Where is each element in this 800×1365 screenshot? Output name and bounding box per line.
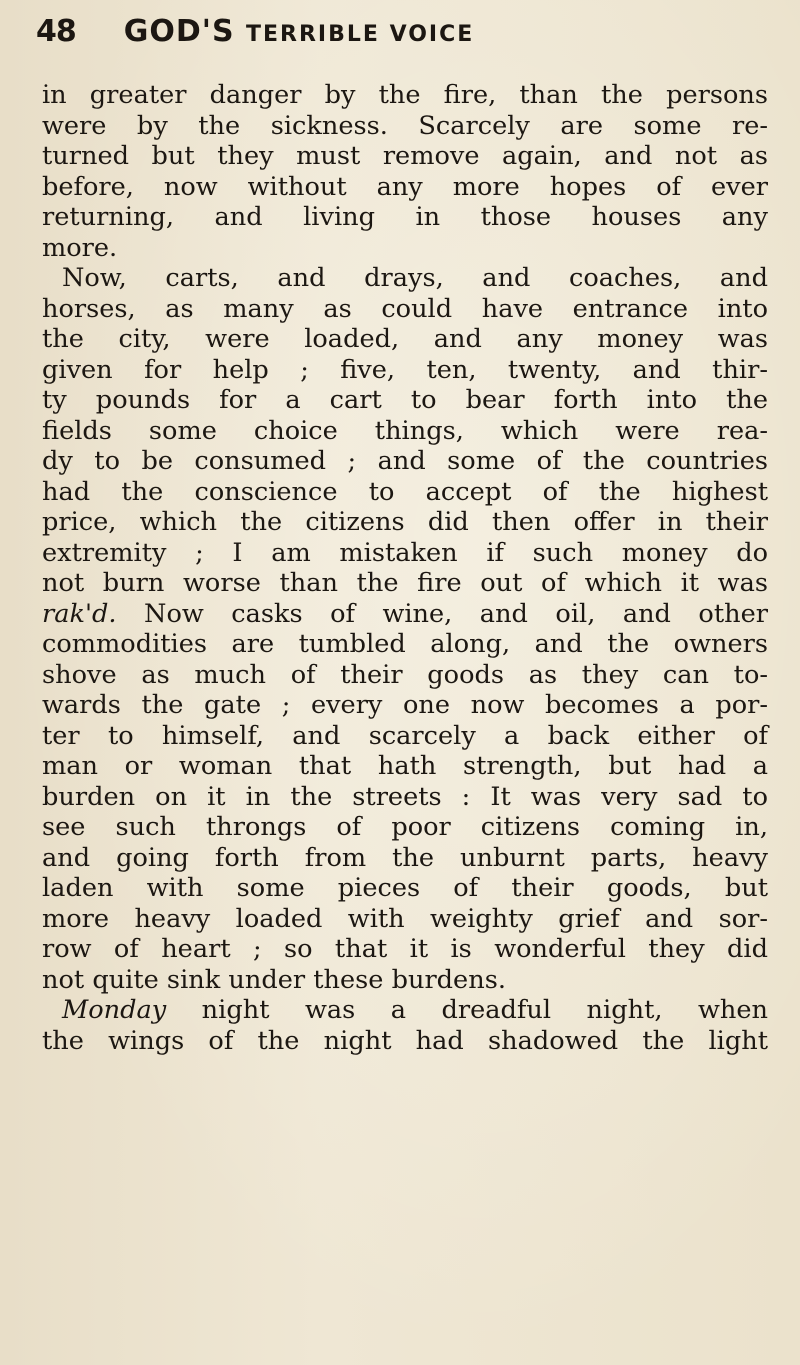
text-line: laden with some pieces of their goods, but (42, 873, 768, 903)
text-line: turned but they must remove again, and not as (42, 141, 768, 171)
paragraph-3 (42, 995, 768, 1056)
text-line: Now, carts, and drays, and coaches, and (62, 263, 768, 293)
text-line: had the conscience to accept of the highest (42, 476, 768, 507)
text-line: horses, as many as could have entrance into (42, 293, 768, 324)
text-line: more heavy loaded with weighty grief and sor- (42, 903, 768, 934)
text-line: man or woman that hath strength, but had a (42, 751, 768, 781)
text-line: row of heart ; so that it is wonderful they did (42, 934, 768, 964)
text-line: before, now without any more hopes of ever (42, 171, 768, 202)
running-title (124, 14, 475, 49)
text-line: price, which the citizens did then offer in their (42, 507, 768, 537)
paragraph-2 (42, 263, 768, 995)
text-line: ty pounds for a cart to bear forth into the (42, 385, 768, 415)
text-line: shove as much of their goods as they can to- (42, 659, 768, 690)
text-line: see such throngs of poor citizens coming in, (42, 812, 768, 842)
running-title-small-caps: TERRIBLE VOICE (246, 22, 475, 47)
text-line: commodities are tumbled along, and the owners (42, 629, 768, 659)
text-line: the wings of the night had shadowed the light (42, 1025, 768, 1056)
text-line: not quite sink under these burdens. (42, 964, 506, 995)
text-line: fields some choice things, which were rea- (42, 415, 768, 446)
text-line: given for help ; five, ten, twenty, and thir- (42, 354, 768, 385)
paragraph-1 (42, 80, 768, 263)
text-line: rak'd. Now casks of wine, and oil, and other (42, 598, 768, 629)
text-line: the city, were loaded, and any money was (42, 324, 768, 354)
text-line: returning, and living in those houses any (42, 202, 768, 232)
running-head (36, 14, 776, 64)
text-line: wards the gate ; every one now becomes a por- (42, 690, 768, 720)
text-line: were by the sickness. Scarcely are some re- (42, 110, 768, 141)
text-line: Monday night was a dreadful night, when (62, 995, 768, 1025)
text-line: not burn worse than the fire out of which it was (42, 568, 768, 598)
text-line: burden on it in the streets : It was very sad to (42, 781, 768, 812)
text-line: ter to himself, and scarcely a back either of (42, 720, 768, 751)
body-text (42, 80, 768, 1056)
text-line: and going forth from the unburnt parts, heavy (42, 842, 768, 873)
text-line: in greater danger by the fire, than the persons (42, 80, 768, 110)
running-title-main: GOD'S (123, 14, 247, 49)
page-number: 48 (36, 14, 76, 49)
text-line: more. (42, 232, 118, 263)
text-line: dy to be consumed ; and some of the countries (42, 446, 768, 476)
text-line: extremity ; I am mistaken if such money do (42, 537, 768, 568)
